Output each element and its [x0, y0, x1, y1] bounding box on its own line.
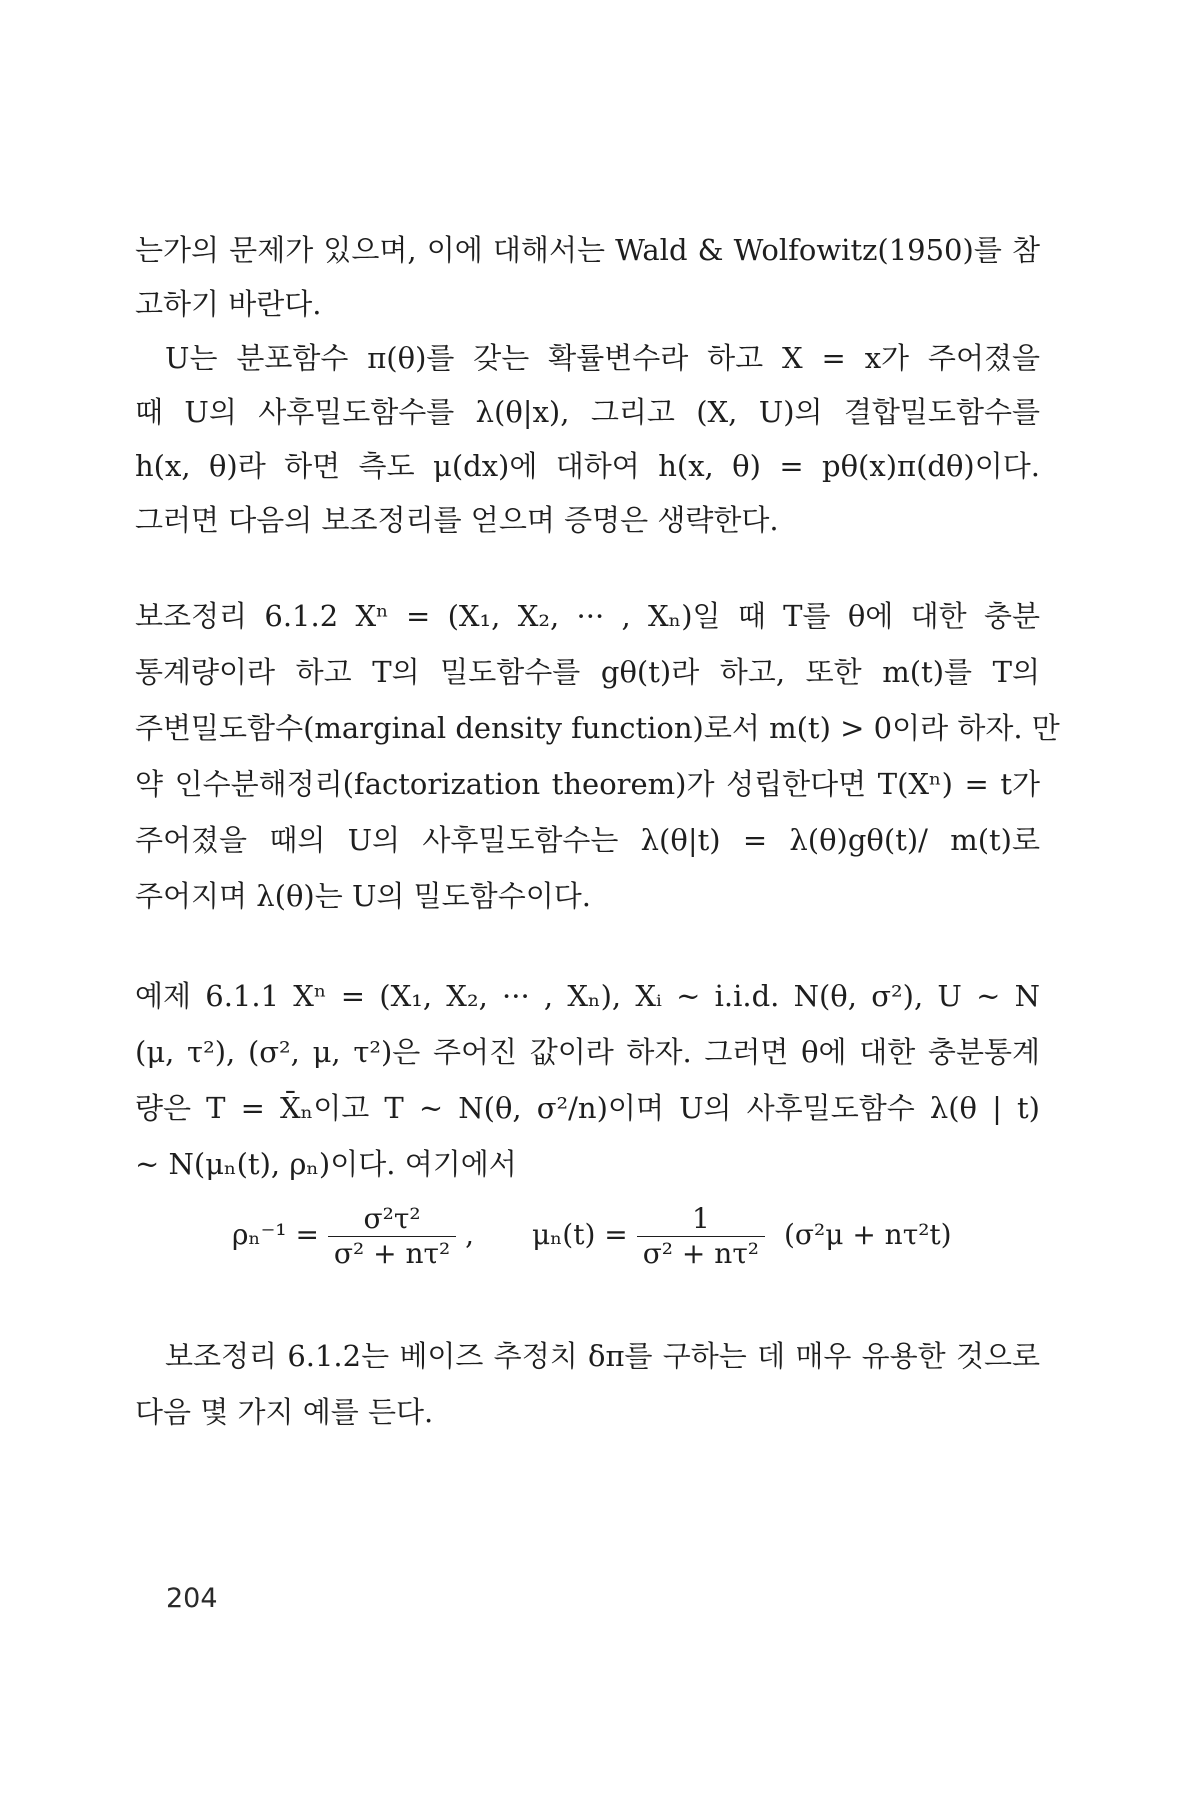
lemma-line-2: 통계량이라 하고 T의 밀도함수를 gθ(t)라 하고, 또한 m(t)를 T의: [135, 655, 1040, 689]
formula-rho-denominator: σ² + nτ²: [333, 1237, 451, 1270]
example-line-4: ~ N(μₙ(t), ρₙ)이다. 여기에서: [135, 1147, 517, 1181]
formula-mu: [532, 1202, 952, 1271]
lemma-line-4: 약 인수분해정리(factorization theorem)가 성립한다면 T(Xⁿ) = t가: [135, 767, 1040, 801]
page-number: 204: [166, 1583, 218, 1614]
formula-mu-fraction: [637, 1202, 765, 1271]
lemma-line-5: 주어졌을 때의 U의 사후밀도함수는 λ(θ|t) = λ(θ)gθ(t)/ m(t)로: [135, 823, 1040, 857]
lemma-line-6: 주어지며 λ(θ)는 U의 밀도함수이다.: [135, 879, 591, 913]
formula-mu-denominator: σ² + nτ²: [642, 1237, 760, 1270]
example-line-3: 량은 T = X̄ₙ이고 T ~ N(θ, σ²/n)이며 U의 사후밀도함수 λ(θ | t): [135, 1091, 1040, 1125]
formula-rho-numerator: σ²τ²: [328, 1202, 456, 1237]
formula-rho-fraction: [328, 1202, 456, 1271]
paragraph-2-line-4: 그러면 다음의 보조정리를 얻으며 증명은 생략한다.: [135, 503, 779, 537]
formula-mu-trailing: (σ²μ + nτ²t): [783, 1218, 952, 1251]
paragraph-2-line-3: h(x, θ)라 하면 측도 μ(dx)에 대하여 h(x, θ) = pθ(x)π(dθ)이다.: [135, 449, 1040, 483]
formula-rho: [232, 1202, 474, 1271]
paragraph-2-line-1: U는 분포함수 π(θ)를 갖는 확률변수라 하고 X = x가 주어졌을: [165, 341, 1040, 375]
paragraph-2-line-2: 때 U의 사후밀도함수를 λ(θ|x), 그리고 (X, U)의 결합밀도함수를: [135, 395, 1040, 429]
paragraph-1-line-2: 고하기 바란다.: [135, 287, 322, 321]
paragraph-3-line-1: 보조정리 6.1.2는 베이즈 추정치 δπ를 구하는 데 매우 유용한 것으로: [165, 1339, 1040, 1373]
formula-mu-lhs: μₙ(t) =: [532, 1218, 628, 1251]
formula-rho-trailing: ,: [465, 1218, 475, 1251]
example-line-2: (μ, τ²), (σ², μ, τ²)은 주어진 값이라 하자. 그러면 θ에 대한 충분통계: [135, 1035, 1040, 1069]
paragraph-3-line-2: 다음 몇 가지 예를 든다.: [135, 1395, 434, 1429]
lemma-line-1: 보조정리 6.1.2 Xⁿ = (X₁, X₂, ··· , Xₙ)일 때 T를 θ에 대한 충분: [135, 599, 1040, 633]
lemma-line-3: 주변밀도함수(marginal density function)로서 m(t) > 0이라 하자. 만: [135, 711, 1060, 745]
formula-mu-numerator: 1: [637, 1202, 765, 1237]
paragraph-1-line-1: 는가의 문제가 있으며, 이에 대해서는 Wald & Wolfowitz(1950)를 참: [135, 233, 1040, 267]
example-line-1: 예제 6.1.1 Xⁿ = (X₁, X₂, ··· , Xₙ), Xᵢ ~ i.i.d. N(θ, σ²), U ~ N: [135, 979, 1040, 1013]
formula-rho-lhs: ρₙ⁻¹ =: [232, 1218, 319, 1251]
